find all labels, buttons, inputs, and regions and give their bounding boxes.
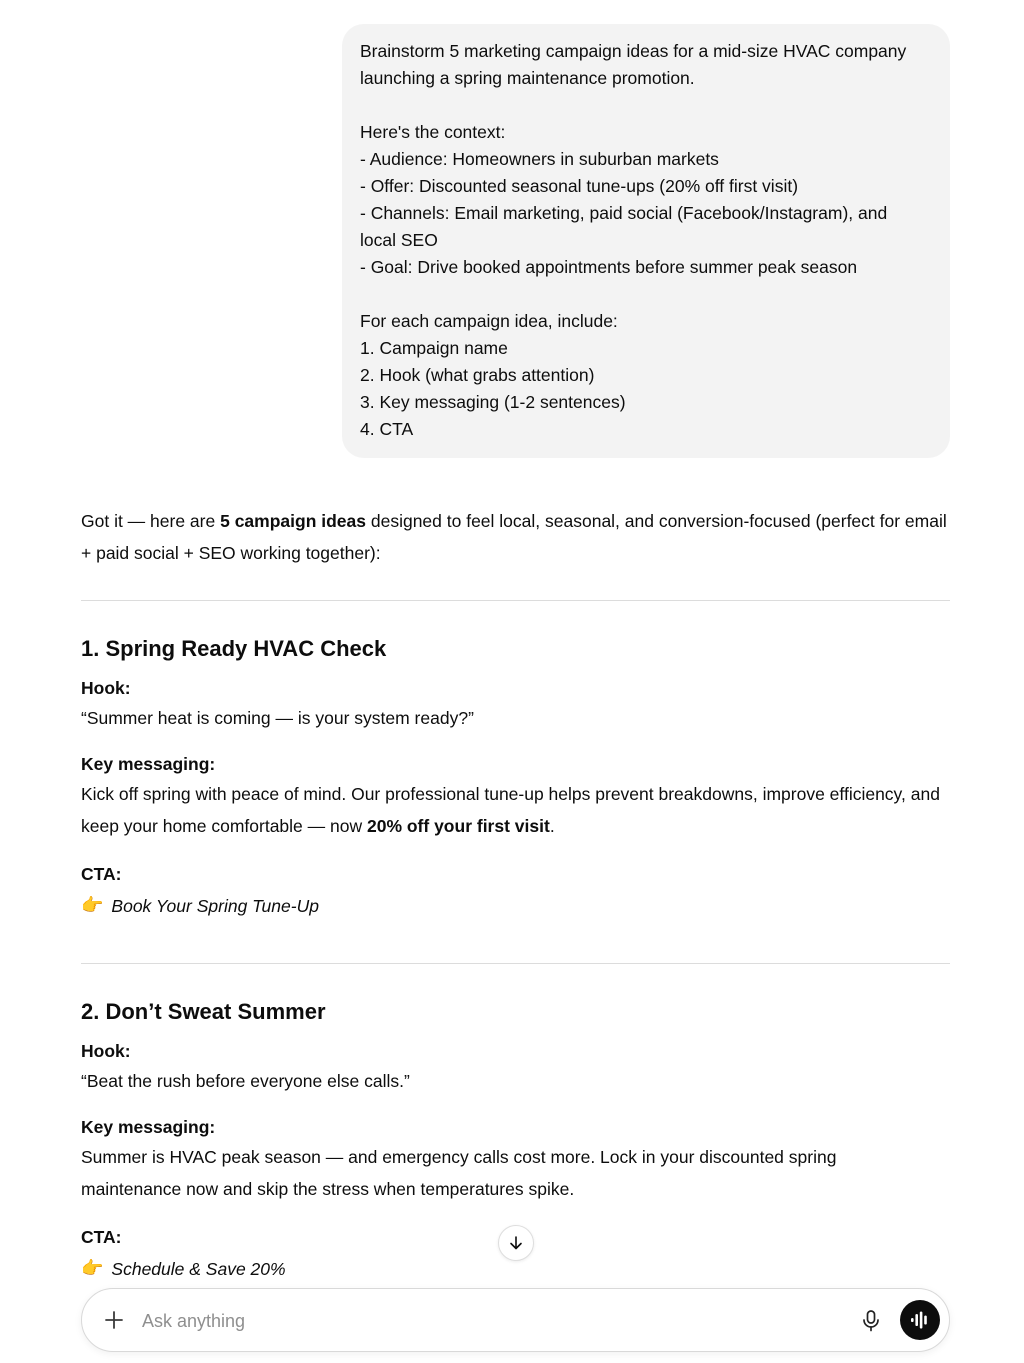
cta-text: Book Your Spring Tune-Up bbox=[111, 896, 319, 916]
cta-text: Schedule & Save 20% bbox=[111, 1259, 286, 1279]
user-message-line: - Channels: Email marketing, paid social (Facebook/Instagram), and bbox=[360, 203, 888, 223]
user-message-bubble bbox=[342, 24, 950, 458]
messaging-text: Summer is HVAC peak season — and emergency calls cost more. Lock in your discounted spring maintenance now and skip the stress when temperatures spike. bbox=[81, 1147, 837, 1199]
cta-label: CTA: bbox=[81, 1227, 122, 1247]
plus-icon bbox=[102, 1308, 126, 1332]
user-message-line: Here's the context: bbox=[360, 122, 506, 142]
messaging-bold-text: 20% off your first visit bbox=[366, 816, 550, 836]
add-attachment-button[interactable] bbox=[102, 1308, 126, 1332]
intro-text: designed to feel local, seasonal, and conversion-focused (perfect for email + paid social + SEO working together): bbox=[81, 511, 947, 563]
messaging-text bbox=[81, 778, 951, 842]
user-message-line: - Goal: Drive booked appointments before summer peak season bbox=[360, 257, 858, 277]
pointing-hand-icon: 👉 bbox=[81, 1258, 104, 1279]
campaign-section bbox=[81, 634, 951, 920]
cta-label: CTA: bbox=[81, 864, 122, 884]
messaging-text-part: . bbox=[549, 816, 555, 836]
messaging-text-part: Kick off spring with peace of mind. Our professional tune-up helps prevent breakdowns, improve efficiency, and keep your home comfortable — now bbox=[81, 784, 940, 836]
user-message-line: For each campaign idea, include: bbox=[360, 311, 618, 331]
hook-label: Hook: bbox=[81, 678, 131, 698]
voice-mode-button[interactable] bbox=[900, 1300, 940, 1340]
assistant-intro bbox=[81, 505, 951, 569]
hook-text: “Summer heat is coming — is your system ready?” bbox=[81, 708, 474, 728]
user-message-line: 3. Key messaging (1-2 sentences) bbox=[360, 392, 626, 412]
messaging-label: Key messaging: bbox=[81, 1117, 216, 1137]
hook-text: “Beat the rush before everyone else calls.” bbox=[81, 1071, 410, 1091]
user-message-line: - Offer: Discounted seasonal tune-ups (20% off first visit) bbox=[360, 176, 799, 196]
message-input[interactable]: Ask anything bbox=[142, 1311, 246, 1331]
user-message-line: launching a spring maintenance promotion. bbox=[360, 68, 695, 88]
voice-mode-icon bbox=[910, 1311, 930, 1329]
user-message-line: 4. CTA bbox=[360, 419, 414, 439]
messaging-label: Key messaging: bbox=[81, 754, 216, 774]
pointing-hand-icon: 👉 bbox=[81, 895, 104, 916]
dictate-button[interactable] bbox=[860, 1309, 882, 1333]
arrow-down-icon bbox=[507, 1234, 525, 1252]
user-message-line: 1. Campaign name bbox=[360, 338, 508, 358]
user-message-line: local SEO bbox=[360, 230, 438, 250]
campaign-title: 1. Spring Ready HVAC Check bbox=[81, 636, 387, 661]
section-divider bbox=[81, 600, 950, 601]
campaign-title: 2. Don’t Sweat Summer bbox=[81, 999, 326, 1024]
user-message-line: 2. Hook (what grabs attention) bbox=[360, 365, 595, 385]
user-message-line: Brainstorm 5 marketing campaign ideas for a mid-size HVAC company bbox=[360, 41, 907, 61]
message-composer bbox=[81, 1288, 950, 1352]
section-divider bbox=[81, 963, 950, 964]
microphone-icon bbox=[860, 1309, 882, 1333]
hook-label: Hook: bbox=[81, 1041, 131, 1061]
intro-bold-text: 5 campaign ideas bbox=[220, 511, 366, 531]
scroll-to-bottom-button[interactable] bbox=[498, 1225, 534, 1261]
cta-line bbox=[81, 892, 951, 920]
user-message-line: - Audience: Homeowners in suburban markets bbox=[360, 149, 719, 169]
intro-text: Got it — here are bbox=[81, 511, 221, 531]
